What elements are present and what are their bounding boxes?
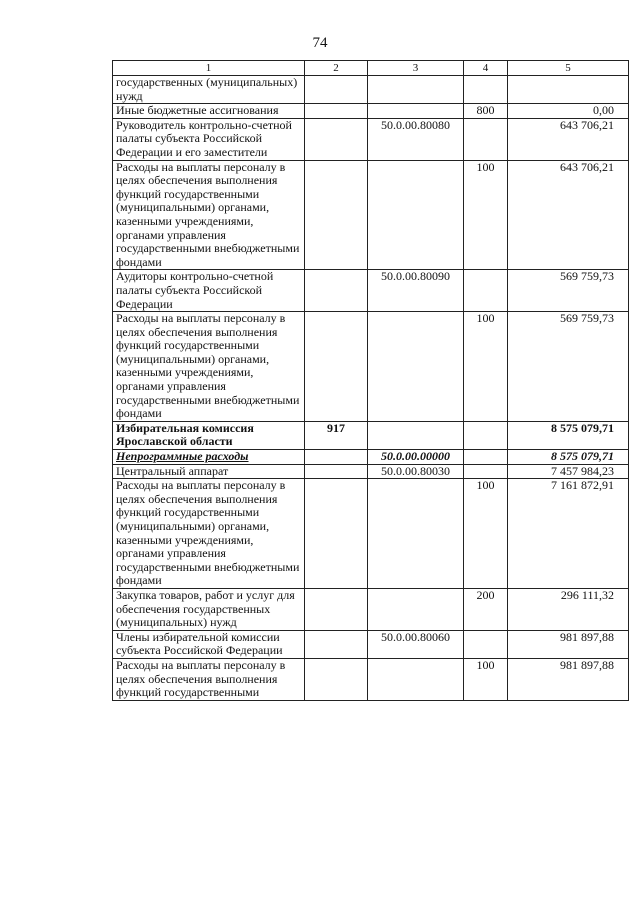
row-ved-cell [305,160,368,270]
table-row [113,630,629,658]
row-ved-cell [305,630,368,658]
row-csr-cell [368,588,464,630]
row-ved-cell [305,450,368,465]
row-vr-cell: 100 [464,160,508,270]
row-sum-cell: 981 897,88 [508,658,629,700]
header-col-4: 4 [464,61,508,76]
row-csr-cell: 50.0.00.00000 [368,450,464,465]
row-csr-cell [368,76,464,104]
row-vr-cell: 800 [464,104,508,119]
row-ved-cell [305,312,368,422]
row-name-cell: Расходы на выплаты персоналу в целях обеспечения выполнения функций государственными (муниципальными) органами, казенными учреждениями, органами управления государственными внебюджетными фондами [113,312,305,422]
row-vr-cell: 200 [464,588,508,630]
row-name-cell: Расходы на выплаты персоналу в целях обеспечения выполнения функций государственными [113,658,305,700]
row-name-cell: Непрограммные расходы [113,450,305,465]
row-vr-cell [464,450,508,465]
table-row [113,104,629,119]
row-name-cell: Иные бюджетные ассигнования [113,104,305,119]
row-ved-cell [305,104,368,119]
row-csr-cell: 50.0.00.80060 [368,630,464,658]
row-ved-cell: 917 [305,421,368,449]
table-row [113,160,629,270]
row-name-cell: Центральный аппарат [113,464,305,479]
row-vr-cell: 100 [464,479,508,589]
table-row [113,421,629,449]
row-vr-cell [464,118,508,160]
table-row [113,479,629,589]
header-col-2: 2 [305,61,368,76]
row-vr-cell [464,76,508,104]
row-vr-cell: 100 [464,312,508,422]
table-row [113,118,629,160]
row-sum-cell: 643 706,21 [508,160,629,270]
row-csr-cell: 50.0.00.80090 [368,270,464,312]
table-row [113,76,629,104]
row-csr-cell [368,421,464,449]
row-csr-cell [368,658,464,700]
row-name-cell: Закупка товаров, работ и услуг для обеспечения государственных (муниципальных) нужд [113,588,305,630]
row-csr-cell: 50.0.00.80080 [368,118,464,160]
row-sum-cell: 569 759,73 [508,312,629,422]
row-vr-cell: 100 [464,658,508,700]
row-ved-cell [305,479,368,589]
row-name-cell: государственных (муниципальных) нужд [113,76,305,104]
header-col-1: 1 [113,61,305,76]
row-name-cell: Избирательная комиссия Ярославской области [113,421,305,449]
row-csr-cell [368,479,464,589]
row-name-cell: Расходы на выплаты персоналу в целях обеспечения выполнения функций государственными (муниципальными) органами, казенными учреждениями, органами управления государственными внебюджетными фондами [113,479,305,589]
row-ved-cell [305,76,368,104]
row-vr-cell [464,421,508,449]
table-row [113,464,629,479]
row-name-cell: Члены избирательной комиссии субъекта Российской Федерации [113,630,305,658]
row-sum-cell: 296 111,32 [508,588,629,630]
row-vr-cell [464,464,508,479]
row-ved-cell [305,658,368,700]
row-name-cell: Расходы на выплаты персоналу в целях обеспечения выполнения функций государственными (муниципальными) органами, казенными учреждениями, органами управления государственными внебюджетными фондами [113,160,305,270]
page-number: 74 [312,35,328,51]
row-sum-cell: 569 759,73 [508,270,629,312]
row-sum-cell: 8 575 079,71 [508,450,629,465]
table-row [113,312,629,422]
budget-table [112,60,629,701]
header-col-5: 5 [508,61,629,76]
row-sum-cell: 7 457 984,23 [508,464,629,479]
row-name-cell: Аудиторы контрольно-счетной палаты субъекта Российской Федерации [113,270,305,312]
table-header-row [113,61,629,76]
row-csr-cell: 50.0.00.80030 [368,464,464,479]
row-vr-cell [464,270,508,312]
row-csr-cell [368,160,464,270]
header-col-3: 3 [368,61,464,76]
table-row [113,588,629,630]
row-sum-cell: 981 897,88 [508,630,629,658]
row-ved-cell [305,118,368,160]
row-sum-cell: 0,00 [508,104,629,119]
table-row [113,658,629,700]
row-sum-cell: 8 575 079,71 [508,421,629,449]
row-ved-cell [305,464,368,479]
row-ved-cell [305,270,368,312]
row-sum-cell: 643 706,21 [508,118,629,160]
table-row [113,450,629,465]
row-csr-cell [368,104,464,119]
table-row [113,270,629,312]
row-sum-cell [508,76,629,104]
row-vr-cell [464,630,508,658]
row-csr-cell [368,312,464,422]
row-name-cell: Руководитель контрольно-счетной палаты субъекта Российской Федерации и его заместители [113,118,305,160]
row-ved-cell [305,588,368,630]
row-sum-cell: 7 161 872,91 [508,479,629,589]
